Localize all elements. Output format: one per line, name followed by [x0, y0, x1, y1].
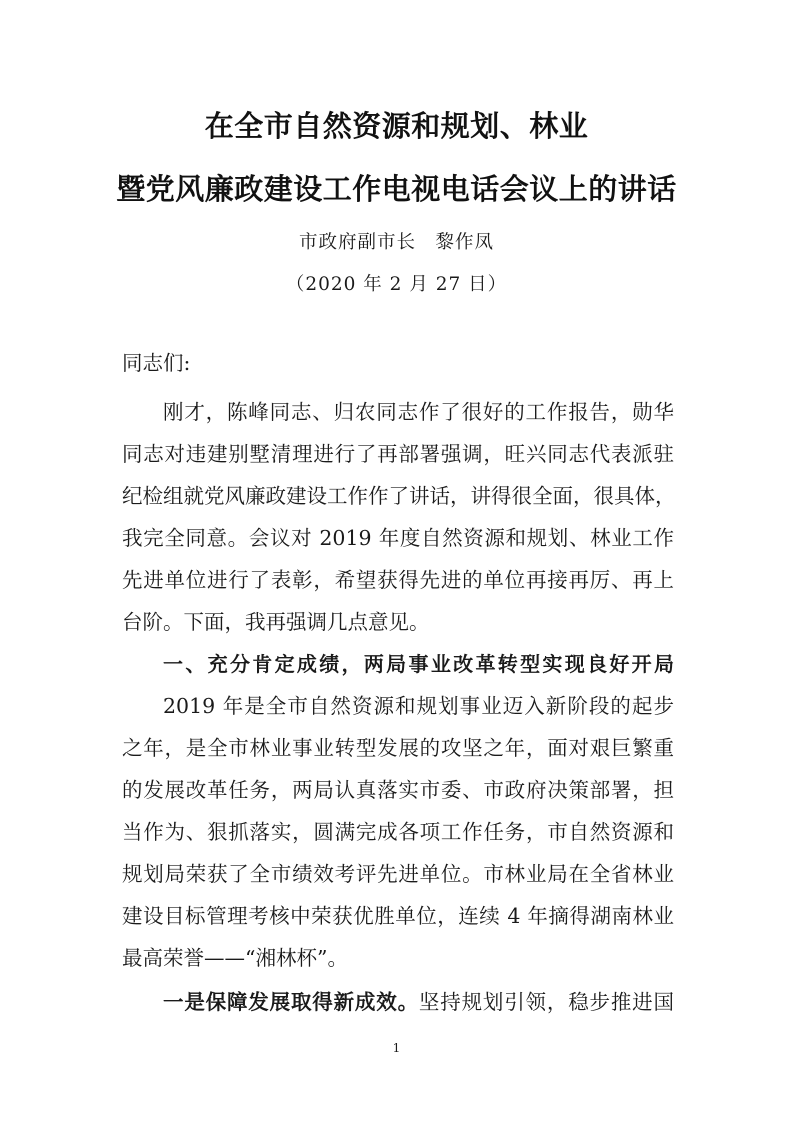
paragraph1-line: 纪检组就党风廉政建设工作作了讲话，讲得很全面，很具体， — [122, 484, 676, 508]
date-line: （2020 年 2 月 27 日） — [285, 274, 508, 295]
title-line-2: 暨党风廉政建设工作电视电话会议上的讲话 — [116, 172, 677, 206]
paragraph2-line: 最高荣誉——“湘林杯”。 — [122, 946, 348, 970]
section1-heading: 一、充分肯定成绩，两局事业改革转型实现良好开局 — [163, 652, 674, 676]
paragraph2-line: 2019 年是全市自然资源和规划事业迈入新阶段的起步 — [163, 694, 674, 718]
paragraph2-line: 规划局荣获了全市绩效考评先进单位。市林业局在全省林业 — [122, 862, 674, 886]
paragraph3-line — [163, 988, 674, 1016]
page-number: 1 — [392, 1041, 401, 1055]
paragraph3-rest: 坚持规划引领，稳步推进国 — [418, 990, 675, 1014]
paragraph2-line: 之年，是全市林业事业转型发展的攻坚之年，面对艰巨繁重 — [122, 736, 674, 760]
salutation: 同志们: — [122, 351, 191, 375]
paragraph1-line: 台阶。下面，我再强调几点意见。 — [122, 610, 430, 634]
author-line: 市政府副市长 黎作凤 — [298, 232, 494, 253]
paragraph2-line: 当作为、狠抓落实，圆满完成各项工作任务，市自然资源和 — [122, 820, 674, 844]
title-line-1: 在全市自然资源和规划、林业 — [204, 109, 589, 143]
paragraph2-line: 的发展改革任务，两局认真落实市委、市政府决策部署，担 — [122, 778, 674, 802]
paragraph3-bold-lead: 一是保障发展取得新成效。 — [163, 990, 419, 1014]
paragraph2-line: 建设目标管理考核中荣获优胜单位，连续 4 年摘得湖南林业 — [122, 904, 674, 928]
paragraph1-line: 先进单位进行了表彰，希望获得先进的单位再接再厉、再上 — [122, 568, 674, 592]
paragraph1-line: 我完全同意。会议对 2019 年度自然资源和规划、林业工作 — [122, 526, 674, 550]
paragraph1-line: 刚才，陈峰同志、归农同志作了很好的工作报告，勋华 — [163, 400, 674, 424]
paragraph1-line: 同志对违建别墅清理进行了再部署强调，旺兴同志代表派驻 — [122, 442, 674, 466]
